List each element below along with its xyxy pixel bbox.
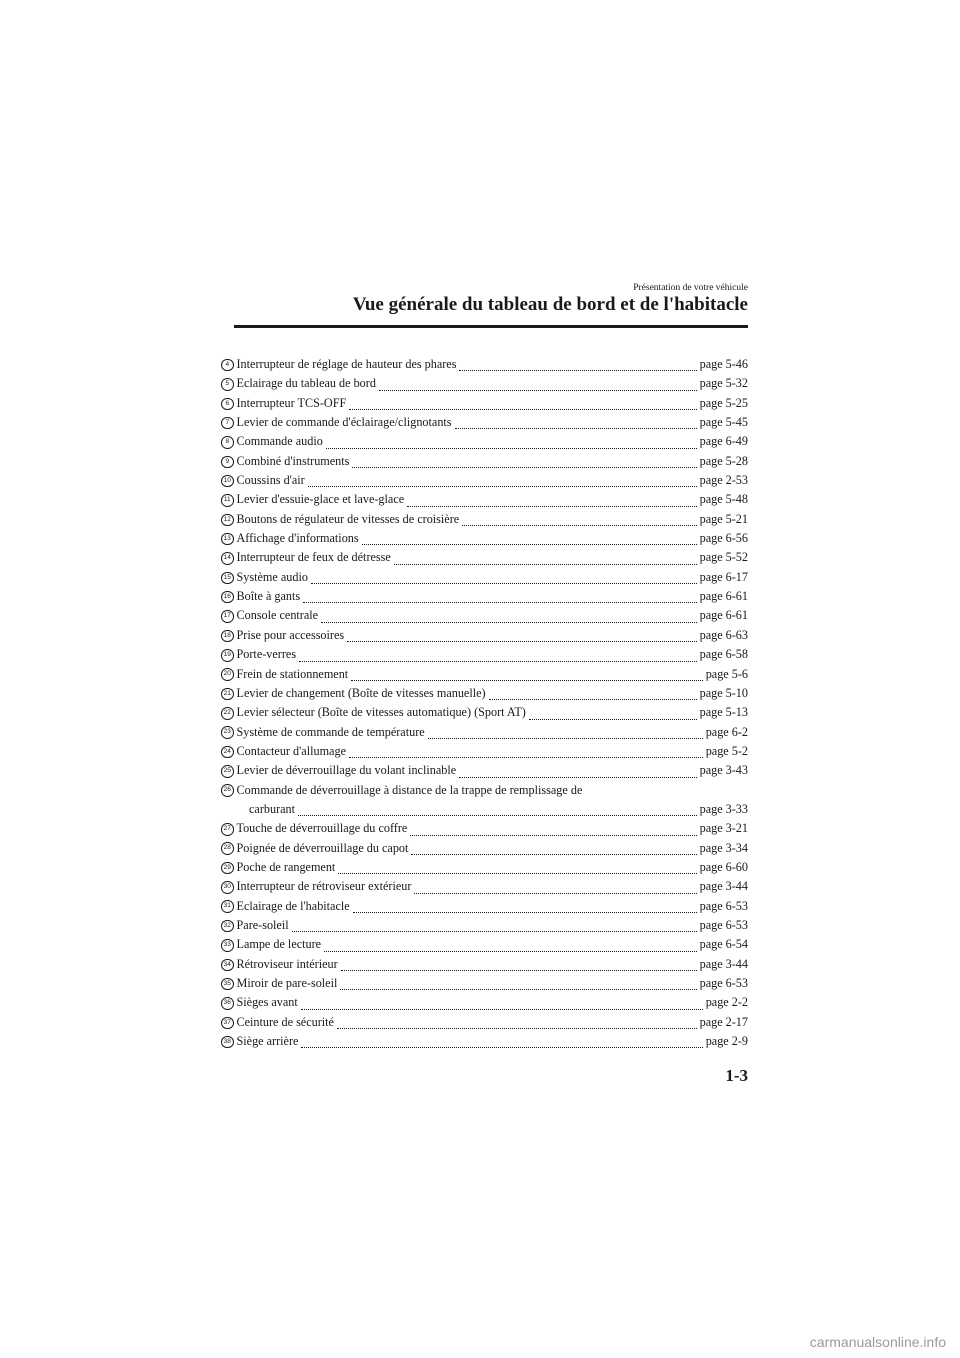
page-reference: page 2-9 (705, 1034, 748, 1049)
page-reference: page 5-25 (699, 395, 748, 410)
item-number-badge: 13 (221, 533, 234, 546)
toc-entry (221, 568, 748, 587)
page-reference: page 5-10 (699, 685, 748, 700)
toc-entry (221, 529, 748, 548)
page-reference: page 6-53 (699, 917, 748, 932)
dot-leader (303, 601, 696, 603)
toc-entry (221, 761, 748, 780)
page-reference: page 3-21 (699, 821, 748, 836)
item-number-badge: 37 (221, 1017, 234, 1030)
page-reference: page 5-46 (699, 357, 748, 371)
toc-entry (221, 452, 748, 471)
toc-entry-continuation (221, 800, 748, 819)
section-kicker: Présentation de votre véhicule (633, 283, 748, 293)
toc-entry-label: Pare-soleil (236, 917, 289, 932)
dot-leader (321, 621, 697, 623)
page-reference: page 5-13 (699, 705, 748, 720)
toc-entry (221, 1032, 748, 1051)
dot-leader (352, 466, 696, 468)
toc-entry-label: Console centrale (236, 608, 319, 623)
toc-entry-label: Interrupteur de rétroviseur extérieur (236, 879, 412, 894)
dot-leader (349, 408, 696, 410)
page-reference: page 5-21 (699, 511, 748, 526)
toc-entry (221, 858, 748, 877)
dot-leader (529, 718, 697, 720)
dot-leader (462, 524, 696, 526)
dot-leader (337, 1027, 697, 1029)
page-reference: page 2-53 (699, 473, 748, 488)
item-number-badge: 21 (221, 688, 234, 701)
page-reference: page 6-54 (699, 937, 748, 952)
dot-leader (459, 776, 696, 778)
toc-entry-label: Boîte à gants (236, 589, 301, 604)
item-number-badge: 15 (221, 572, 234, 585)
page-reference: page 5-45 (699, 415, 748, 430)
toc-entry-label: Système audio (236, 569, 308, 584)
toc-entry-label: Levier sélecteur (Boîte de vitesses automatique) (Sport AT) (236, 705, 526, 720)
dot-leader (301, 1046, 702, 1048)
toc-entry (221, 819, 748, 838)
dot-leader (292, 930, 697, 932)
item-number-badge: 5 (221, 378, 234, 391)
dot-leader (298, 814, 697, 816)
item-number-badge: 7 (221, 417, 234, 430)
page-reference: page 3-44 (699, 956, 748, 971)
toc-entry (221, 587, 748, 606)
item-number-badge: 30 (221, 881, 234, 894)
page-reference: page 6-56 (699, 531, 748, 546)
title-rule (234, 325, 748, 328)
item-number-badge: 23 (221, 726, 234, 739)
dot-leader (489, 698, 697, 700)
toc-entry-label: Coussins d'air (236, 473, 305, 488)
item-number-badge: 11 (221, 494, 234, 507)
toc-entry (221, 374, 748, 393)
page-title: Vue générale du tableau de bord et de l'habitacle (352, 294, 748, 315)
toc-entry-label: Boutons de régulateur de vitesses de croisière (236, 511, 460, 526)
toc-entry (221, 742, 748, 761)
dot-leader (341, 969, 697, 971)
page-reference: page 5-48 (699, 492, 748, 507)
toc-entry (221, 916, 748, 935)
dot-leader (347, 640, 696, 642)
toc-entry-label: Système de commande de température (236, 724, 425, 739)
item-number-badge: 20 (221, 668, 234, 681)
toc-entry (221, 626, 748, 645)
dot-leader (340, 988, 696, 990)
dot-leader (353, 911, 697, 913)
item-number-badge: 4 (221, 359, 234, 372)
page-reference: page 6-61 (699, 608, 748, 623)
item-number-badge: 22 (221, 707, 234, 720)
page-reference: page 3-44 (699, 879, 748, 894)
toc-entry (221, 510, 748, 529)
item-number-badge: 6 (221, 398, 234, 411)
dot-leader (362, 543, 697, 545)
toc-entry-label: Poche de rangement (236, 859, 336, 874)
dot-leader (410, 834, 696, 836)
toc-entry-label: Commande de déverrouillage à distance de la trappe de remplissage de (236, 782, 583, 797)
page-reference: page 6-53 (699, 976, 748, 990)
item-number-badge: 10 (221, 475, 234, 488)
toc-entry (221, 432, 748, 451)
toc-entry-label: Eclairage de l'habitacle (236, 898, 350, 913)
item-number-badge: 19 (221, 649, 234, 662)
toc-entry (221, 897, 748, 916)
toc-entry-label: Levier de commande d'éclairage/clignotants (236, 415, 452, 430)
item-number-badge: 14 (221, 552, 234, 565)
toc-entry-label: Interrupteur de feux de détresse (236, 550, 391, 565)
dot-leader (379, 389, 697, 391)
dot-leader (324, 950, 697, 952)
item-number-badge: 38 (221, 1036, 234, 1049)
dot-leader (299, 660, 697, 662)
toc-entry-label: Eclairage du tableau de bord (236, 376, 376, 391)
toc-entry (221, 684, 748, 703)
toc-entry-label: Sièges avant (236, 995, 298, 1010)
item-number-badge: 35 (221, 978, 234, 991)
toc-entry-label: Contacteur d'allumage (236, 743, 346, 758)
toc-entry-label: Prise pour accessoires (236, 627, 345, 642)
toc-entry (221, 471, 748, 490)
toc-entry-label: Touche de déverrouillage du coffre (236, 821, 408, 836)
toc-entry (221, 606, 748, 625)
toc-entry-label: Rétroviseur intérieur (236, 956, 338, 971)
page-reference: page 5-28 (699, 453, 748, 468)
page-reference: page 6-58 (699, 647, 748, 662)
item-number-badge: 28 (221, 842, 234, 855)
toc-entry (221, 665, 748, 684)
page-reference: page 3-33 (699, 801, 748, 816)
toc-entry-label: Commande audio (236, 434, 323, 449)
toc-entry (221, 781, 748, 800)
toc-entry (221, 394, 748, 413)
page-number: 1-3 (725, 1066, 748, 1085)
toc-entry (221, 355, 748, 374)
page-reference: page 5-6 (705, 666, 748, 681)
item-number-badge: 18 (221, 630, 234, 643)
toc-entry-label: Interrupteur TCS-OFF (236, 395, 347, 410)
toc-entry-label: Porte-verres (236, 647, 297, 662)
page-reference: page 6-2 (705, 724, 748, 739)
dot-leader (311, 582, 697, 584)
item-number-badge: 34 (221, 959, 234, 972)
toc-entry (221, 935, 748, 954)
page-reference: page 6-53 (699, 898, 748, 913)
toc-entry (221, 993, 748, 1012)
page-reference: page 5-52 (699, 550, 748, 565)
toc-entry-label-continued: carburant (249, 801, 296, 816)
item-number-badge: 25 (221, 765, 234, 778)
dot-leader (459, 369, 696, 371)
item-number-badge: 29 (221, 862, 234, 875)
toc-entry (221, 839, 748, 858)
toc-entry (221, 645, 748, 664)
dot-leader (301, 1008, 703, 1010)
page-reference: page 3-34 (699, 840, 748, 855)
toc-entry-label: Miroir de pare-soleil (236, 976, 338, 990)
toc-entry (221, 490, 748, 509)
toc-entry-label: Levier de changement (Boîte de vitesses manuelle) (236, 685, 486, 700)
page-reference: page 6-61 (699, 589, 748, 604)
page-reference: page 6-63 (699, 627, 748, 642)
dot-leader (349, 756, 703, 758)
page-reference: page 5-2 (705, 743, 748, 758)
toc-entry-label: Ceinture de sécurité (236, 1014, 334, 1029)
page-reference: page 5-32 (699, 376, 748, 391)
dot-leader (407, 505, 696, 507)
item-number-badge: 24 (221, 746, 234, 759)
toc-list (221, 355, 748, 1051)
dot-leader (351, 679, 702, 681)
dot-leader (414, 892, 696, 894)
item-number-badge: 27 (221, 823, 234, 836)
toc-entry (221, 877, 748, 896)
watermark: carmanualsonline.info (809, 1334, 946, 1350)
toc-entry-label: Frein de stationnement (236, 666, 349, 681)
item-number-badge: 33 (221, 939, 234, 952)
page-reference: page 6-60 (699, 859, 748, 874)
toc-entry-label: Siège arrière (236, 1034, 299, 1049)
page-reference: page 6-49 (699, 434, 748, 449)
toc-entry (221, 703, 748, 722)
toc-entry (221, 1013, 748, 1032)
toc-entry-label: Levier d'essuie-glace et lave-glace (236, 492, 405, 507)
dot-leader (394, 563, 697, 565)
toc-entry-label: Poignée de déverrouillage du capot (236, 840, 409, 855)
toc-entry-label: Interrupteur de réglage de hauteur des phares (236, 357, 457, 371)
toc-entry (221, 955, 748, 974)
item-number-badge: 12 (221, 514, 234, 527)
item-number-badge: 8 (221, 436, 234, 449)
item-number-badge: 17 (221, 610, 234, 623)
toc-entry-label: Levier de déverrouillage du volant inclinable (236, 763, 457, 778)
dot-leader (428, 737, 703, 739)
toc-entry-label: Combiné d'instruments (236, 453, 350, 468)
dot-leader (338, 872, 696, 874)
item-number-badge: 26 (221, 784, 234, 797)
dot-leader (411, 853, 696, 855)
dot-leader (308, 485, 697, 487)
toc-entry (221, 413, 748, 432)
item-number-badge: 32 (221, 920, 234, 933)
item-number-badge: 36 (221, 997, 234, 1010)
item-number-badge: 31 (221, 900, 234, 913)
page-reference: page 2-2 (705, 995, 748, 1010)
page-reference: page 3-43 (699, 763, 748, 778)
toc-entry (221, 548, 748, 567)
page-reference: page 6-17 (699, 569, 748, 584)
page-reference: page 2-17 (699, 1014, 748, 1029)
toc-entry (221, 974, 748, 993)
dot-leader (455, 427, 697, 429)
item-number-badge: 9 (221, 456, 234, 469)
item-number-badge: 16 (221, 591, 234, 604)
toc-entry-label: Affichage d'informations (236, 531, 359, 546)
toc-entry-label: Lampe de lecture (236, 937, 322, 952)
toc-entry (221, 723, 748, 742)
dot-leader (326, 447, 697, 449)
